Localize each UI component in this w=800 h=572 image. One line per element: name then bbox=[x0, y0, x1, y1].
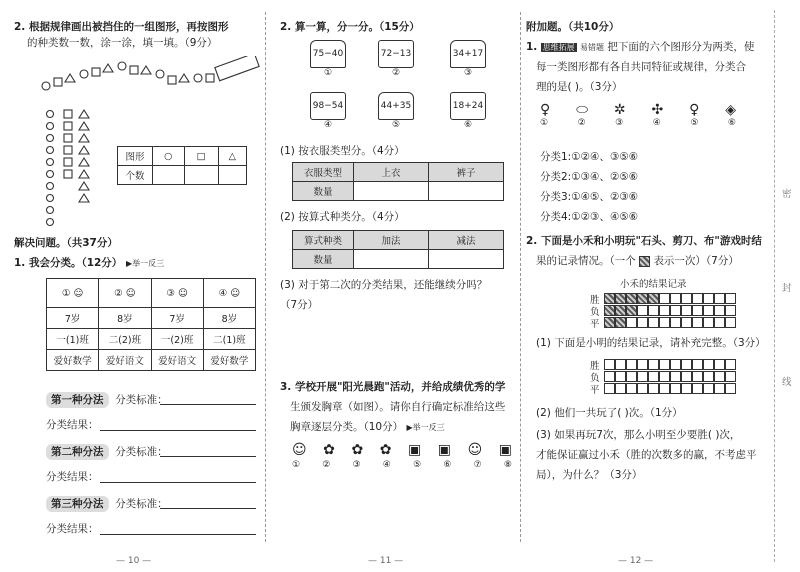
square-badge-icon: ▣ bbox=[408, 442, 422, 458]
kid-age: 7岁 bbox=[151, 308, 203, 329]
kid-age: 8岁 bbox=[203, 308, 255, 329]
tally-box bbox=[659, 293, 670, 304]
tally-box[interactable] bbox=[670, 371, 681, 382]
clothes-5 bbox=[378, 92, 414, 130]
method-3-std-blank[interactable] bbox=[160, 508, 256, 509]
square-badge-icon: ▣ bbox=[498, 442, 512, 458]
t2-header-type: 算式种类 bbox=[293, 231, 354, 250]
tally-box[interactable] bbox=[725, 371, 736, 382]
count-cell[interactable] bbox=[153, 166, 185, 185]
extra-q1-line3: 理的是( )。（3分） bbox=[536, 81, 623, 93]
q1-tag: 思维拓展 bbox=[542, 43, 575, 52]
tally-box bbox=[670, 305, 681, 316]
row-label-win: 胜 bbox=[590, 295, 600, 306]
q1-tag2: 易错题 bbox=[579, 43, 604, 52]
lollipop-icon: ♀ bbox=[540, 102, 551, 118]
tally-box bbox=[703, 317, 714, 328]
circle-symbol: ○ bbox=[153, 147, 185, 166]
kid-age: 7岁 bbox=[47, 308, 99, 329]
tally-box bbox=[626, 317, 637, 328]
tally-box bbox=[615, 317, 626, 328]
gear-badge-icon: ✿ bbox=[351, 442, 364, 458]
extra-q1-line1 bbox=[526, 40, 754, 55]
smiley-badge-icon: ☺ bbox=[467, 442, 483, 458]
kid-number: ④ bbox=[218, 287, 228, 299]
six-figures bbox=[540, 102, 736, 128]
kid-face-icon: ☺ bbox=[125, 287, 136, 299]
t2-cell[interactable] bbox=[354, 250, 429, 269]
tally-box bbox=[626, 293, 637, 304]
tally-box[interactable] bbox=[604, 383, 615, 394]
tally-box bbox=[637, 293, 648, 304]
badge-num: ④ bbox=[382, 460, 391, 470]
page-number: — 11 — bbox=[368, 556, 404, 566]
tally-box bbox=[692, 317, 703, 328]
method-1-std-label: 分类标准： bbox=[115, 394, 168, 406]
tally-box[interactable] bbox=[615, 383, 626, 394]
tally-box bbox=[626, 305, 637, 316]
kid-class: 一(1)班 bbox=[47, 329, 99, 350]
tally-box bbox=[604, 317, 615, 328]
method-1-res-blank[interactable] bbox=[100, 430, 256, 431]
kids-table bbox=[46, 278, 256, 371]
tally-box[interactable] bbox=[659, 383, 670, 394]
method-2-res-blank[interactable] bbox=[100, 482, 256, 483]
t2-cell[interactable] bbox=[429, 250, 504, 269]
clothes-5-num: ⑤ bbox=[391, 120, 401, 130]
fig-num: ③ bbox=[615, 118, 624, 128]
q2-text2: 表示一次）（7分） bbox=[653, 255, 739, 267]
method-2-tag: 第二种分法 bbox=[46, 444, 109, 460]
q3-line2: 生颁发胸章（如图）。请你自行确定标准给这些 bbox=[290, 401, 506, 413]
tally-box-icon bbox=[639, 256, 650, 267]
tally-box bbox=[615, 293, 626, 304]
square-badge-icon: ▣ bbox=[437, 442, 452, 458]
tally-box[interactable] bbox=[637, 383, 648, 394]
kid-hobby: 爱好数学 bbox=[47, 350, 99, 371]
triangle-symbol: △ bbox=[218, 147, 246, 166]
badge-num: ③ bbox=[352, 460, 361, 470]
sub3-line2: 才能保证赢过小禾（胜的次数多的赢，不考虑平 bbox=[536, 449, 757, 461]
tally-box bbox=[648, 305, 659, 316]
tally-box[interactable] bbox=[604, 371, 615, 382]
clothes-3-num: ③ bbox=[463, 68, 473, 78]
tally-box bbox=[681, 305, 692, 316]
clothes-6 bbox=[450, 92, 486, 130]
count-label: 个数 bbox=[118, 166, 153, 185]
extra-title: 附加题。（共10分） bbox=[526, 21, 620, 33]
tally-box[interactable] bbox=[725, 383, 736, 394]
shape-chain-figure bbox=[40, 56, 260, 96]
method-1-tag: 第一种分法 bbox=[46, 392, 109, 408]
clothes-2-expr: 72−13 bbox=[378, 40, 414, 68]
q2-title-cont: 的种类数一数，涂一涂，填一填。（9分） bbox=[27, 37, 218, 49]
shape-count-table bbox=[117, 146, 247, 185]
part3-line1: (3) 对于第二次的分类结果，还能继续分吗？ bbox=[280, 279, 488, 291]
q3-ref: ▶举一反三 bbox=[406, 423, 445, 432]
q1-num: 1. bbox=[526, 41, 538, 53]
tally-box bbox=[648, 293, 659, 304]
kid-age: 8岁 bbox=[99, 308, 151, 329]
count-cell[interactable] bbox=[184, 166, 218, 185]
method-3-std-label: 分类标准： bbox=[115, 498, 168, 510]
shape-label: 图形 bbox=[118, 147, 153, 166]
badge-num: ① bbox=[292, 460, 301, 470]
tally-box bbox=[637, 305, 648, 316]
tally-box bbox=[692, 305, 703, 316]
part3-line2: （7分） bbox=[280, 299, 319, 311]
sub3-line3: 局），为什么？（3分） bbox=[536, 469, 643, 481]
tally-box bbox=[714, 293, 725, 304]
method-1-std-blank[interactable] bbox=[160, 404, 256, 405]
badge-num: ⑤ bbox=[413, 460, 422, 470]
tally-box bbox=[648, 317, 659, 328]
method-3-res-blank[interactable] bbox=[100, 534, 256, 535]
method-2-res-label: 分类结果： bbox=[46, 471, 99, 483]
clothes-1-num: ① bbox=[323, 68, 333, 78]
clothes-type-table bbox=[292, 162, 504, 201]
method-3-row bbox=[46, 496, 168, 512]
clothes-6-expr: 18+24 bbox=[450, 92, 486, 120]
method-3-tag: 第三种分法 bbox=[46, 496, 109, 512]
clothes-1 bbox=[310, 40, 346, 78]
method-3-res-label: 分类结果： bbox=[46, 523, 99, 535]
option-2: 分类2:①③④、②⑤⑥ bbox=[540, 171, 639, 183]
column-divider bbox=[520, 12, 521, 542]
tally-box bbox=[703, 305, 714, 316]
tally-box bbox=[681, 317, 692, 328]
q3-line1: 3. 学校开展"阳光晨跑"活动，并给成绩优秀的学 bbox=[280, 381, 506, 393]
row-label-lose: 负 bbox=[590, 307, 600, 318]
tally-box[interactable] bbox=[648, 359, 659, 370]
badge-num: ② bbox=[322, 460, 331, 470]
kid-cell bbox=[151, 279, 203, 308]
clothes-1-expr: 75−40 bbox=[310, 40, 346, 68]
tally-box[interactable] bbox=[670, 359, 681, 370]
clothes-4 bbox=[310, 92, 346, 130]
tally-box bbox=[615, 305, 626, 316]
q1-text: 把下面的六个图形分为两类，使 bbox=[607, 41, 755, 53]
row-label-win: 胜 bbox=[590, 361, 600, 372]
kid-hobby: 爱好数学 bbox=[203, 350, 255, 371]
t2-header-add: 加法 bbox=[354, 231, 429, 250]
tally-box[interactable] bbox=[714, 359, 725, 370]
tally-box[interactable] bbox=[681, 359, 692, 370]
tally-box[interactable] bbox=[725, 359, 736, 370]
tally-box[interactable] bbox=[615, 359, 626, 370]
option-3: 分类3:①④⑤、②③⑥ bbox=[540, 191, 639, 203]
q3-line3 bbox=[290, 420, 445, 435]
t1-header-top: 上衣 bbox=[354, 163, 429, 182]
fig-num: ④ bbox=[652, 118, 661, 128]
clothes-2-num: ② bbox=[391, 68, 401, 78]
q2-line2 bbox=[536, 254, 739, 268]
tally-box[interactable] bbox=[692, 359, 703, 370]
method-1-row bbox=[46, 392, 168, 408]
q1-ref: ▶举一反三 bbox=[125, 259, 165, 268]
badge-row bbox=[292, 442, 512, 470]
tally-box[interactable] bbox=[637, 359, 648, 370]
t1-header-type: 衣服类型 bbox=[293, 163, 354, 182]
left-page bbox=[0, 0, 262, 572]
kid-cell bbox=[203, 279, 255, 308]
basket-icon: ◈ bbox=[725, 102, 736, 118]
seal-char: 密 bbox=[782, 189, 792, 200]
clothes-2 bbox=[378, 40, 414, 78]
middle-page bbox=[270, 0, 520, 572]
pinwheel-icon: ✣ bbox=[651, 102, 664, 118]
kid-face-icon: ☺ bbox=[230, 287, 241, 299]
q2-title: 2. 根据规律画出被挡住的一组图形，再按图形 bbox=[14, 21, 229, 33]
kid-cell bbox=[99, 279, 151, 308]
kid-face-icon: ☺ bbox=[177, 287, 188, 299]
tally-box bbox=[714, 305, 725, 316]
tally-box[interactable] bbox=[692, 371, 703, 382]
cylinder-icon: ⬭ bbox=[576, 102, 589, 118]
tally-box bbox=[604, 305, 615, 316]
seal-char: 线 bbox=[782, 377, 792, 388]
t2-row-qty: 数量 bbox=[293, 250, 354, 269]
tally-box[interactable] bbox=[703, 383, 714, 394]
badge-num: ⑥ bbox=[443, 460, 452, 470]
tally-box bbox=[637, 317, 648, 328]
t1-cell[interactable] bbox=[354, 182, 429, 201]
t1-row-qty: 数量 bbox=[293, 182, 354, 201]
q2-line1: 2. 下面是小禾和小明玩"石头、剪刀、布"游戏时结 bbox=[526, 235, 762, 247]
tally-box[interactable] bbox=[703, 371, 714, 382]
part1-title: (1) 按衣服类型分。（4分） bbox=[280, 145, 405, 157]
badge-num: ⑧ bbox=[503, 460, 512, 470]
fan-icon: ✲ bbox=[613, 102, 626, 118]
kid-class: 二(1)班 bbox=[203, 329, 255, 350]
kid-number: ① bbox=[61, 287, 71, 299]
q2-text: 果的记录情况。（一个 bbox=[536, 255, 636, 267]
tally-box bbox=[670, 293, 681, 304]
clothes-3 bbox=[450, 40, 486, 78]
tally-box bbox=[659, 317, 670, 328]
sub2: (2) 他们一共玩了( )次。（1分） bbox=[536, 407, 683, 419]
tally-box bbox=[692, 293, 703, 304]
seal-char: 封 bbox=[782, 283, 792, 294]
kid-number: ② bbox=[114, 287, 123, 299]
column-divider bbox=[265, 12, 266, 542]
option-4: 分类4:①②③、④⑤⑥ bbox=[540, 211, 639, 223]
tally-box[interactable] bbox=[659, 359, 670, 370]
tally-box[interactable] bbox=[615, 371, 626, 382]
tally-box bbox=[725, 305, 736, 316]
row-label-lose: 负 bbox=[590, 373, 600, 384]
row-label-tie: 平 bbox=[590, 385, 600, 396]
tally-box[interactable] bbox=[637, 371, 648, 382]
section-title: 解决问题。（共37分） bbox=[14, 237, 118, 249]
tally-box bbox=[681, 293, 692, 304]
count-cell[interactable] bbox=[218, 166, 246, 185]
part2-title: (2) 按算式种类分。（4分） bbox=[280, 211, 405, 223]
shape-columns-figure bbox=[44, 108, 104, 228]
fig-num: ① bbox=[540, 118, 549, 128]
clothes-6-num: ⑥ bbox=[463, 120, 473, 130]
seal-line bbox=[774, 10, 775, 562]
option-1: 分类1:①②④、③⑤⑥ bbox=[540, 151, 639, 163]
tally-box[interactable] bbox=[626, 359, 637, 370]
q1-text: 1. 我会分类。（12分） bbox=[14, 257, 123, 269]
kid-hobby: 爱好语文 bbox=[99, 350, 151, 371]
tally-box bbox=[670, 317, 681, 328]
tally-box[interactable] bbox=[681, 371, 692, 382]
q1-title bbox=[14, 256, 164, 271]
tally-box[interactable] bbox=[604, 359, 615, 370]
t1-cell[interactable] bbox=[429, 182, 504, 201]
record-title: 小禾的结果记录 bbox=[620, 279, 687, 290]
q3-text: 胸章逐层分类。（10分） bbox=[290, 421, 404, 433]
method-2-row bbox=[46, 444, 168, 460]
sign-icon: ♀ bbox=[689, 102, 700, 118]
q2-calc-title: 2. 算一算，分一分。（15分） bbox=[280, 21, 420, 33]
figure-icons bbox=[540, 102, 736, 118]
kid-hobby: 爱好语文 bbox=[151, 350, 203, 371]
kid-face-icon: ☺ bbox=[73, 287, 84, 299]
clothes-4-num: ④ bbox=[323, 120, 333, 130]
tally-box[interactable] bbox=[626, 371, 637, 382]
sub1: (1) 下面是小明的结果记录，请补充完整。（3分） bbox=[536, 337, 766, 349]
sub3-line1: (3) 如果再玩7次，那么小明至少要胜( )次， bbox=[536, 429, 741, 441]
page-number: — 10 — bbox=[116, 556, 152, 566]
fig-num: ② bbox=[577, 118, 586, 128]
fig-num: ⑥ bbox=[727, 118, 736, 128]
tally-box[interactable] bbox=[681, 383, 692, 394]
gear-badge-icon: ✿ bbox=[323, 442, 335, 458]
tally-box[interactable] bbox=[714, 371, 725, 382]
figure-numbers bbox=[540, 118, 736, 128]
kid-number: ③ bbox=[166, 287, 175, 299]
tally-box[interactable] bbox=[714, 383, 725, 394]
tally-box[interactable] bbox=[659, 371, 670, 382]
formula-type-table bbox=[292, 230, 504, 269]
page-number: — 12 — bbox=[618, 556, 654, 566]
tally-box bbox=[725, 293, 736, 304]
tally-box bbox=[725, 317, 736, 328]
clothes-5-expr: 44+35 bbox=[378, 92, 414, 120]
clothes-4-expr: 98−54 bbox=[310, 92, 346, 120]
fig-num: ⑤ bbox=[690, 118, 699, 128]
kid-cell bbox=[47, 279, 99, 308]
tally-box[interactable] bbox=[648, 371, 659, 382]
t2-header-sub: 减法 bbox=[429, 231, 504, 250]
tally-box[interactable] bbox=[670, 383, 681, 394]
tally-box[interactable] bbox=[626, 383, 637, 394]
tally-box bbox=[659, 305, 670, 316]
method-2-std-label: 分类标准： bbox=[115, 446, 168, 458]
smiley-badge-icon: ☺ bbox=[292, 442, 307, 458]
method-2-std-blank[interactable] bbox=[160, 456, 256, 457]
tally-box bbox=[604, 293, 615, 304]
row-label-tie: 平 bbox=[590, 319, 600, 330]
kid-class: 二(2)班 bbox=[99, 329, 151, 350]
tally-box bbox=[703, 293, 714, 304]
tally-box[interactable] bbox=[692, 383, 703, 394]
badge-numbers bbox=[292, 460, 512, 470]
badge-num: ⑦ bbox=[473, 460, 482, 470]
tally-box[interactable] bbox=[648, 383, 659, 394]
kid-class: 一(2)班 bbox=[151, 329, 203, 350]
method-1-res-label: 分类结果： bbox=[46, 419, 99, 431]
tally-box bbox=[714, 317, 725, 328]
tally-box[interactable] bbox=[703, 359, 714, 370]
t1-header-pants: 裤子 bbox=[429, 163, 504, 182]
gear-badge-icon: ✿ bbox=[379, 442, 392, 458]
clothes-3-expr: 34+17 bbox=[450, 40, 486, 68]
square-symbol: □ bbox=[184, 147, 218, 166]
right-page bbox=[526, 0, 800, 572]
extra-q1-line2: 每一类图形都有各自共同特征或规律，分类合 bbox=[536, 61, 746, 73]
badge-icons bbox=[292, 442, 512, 458]
